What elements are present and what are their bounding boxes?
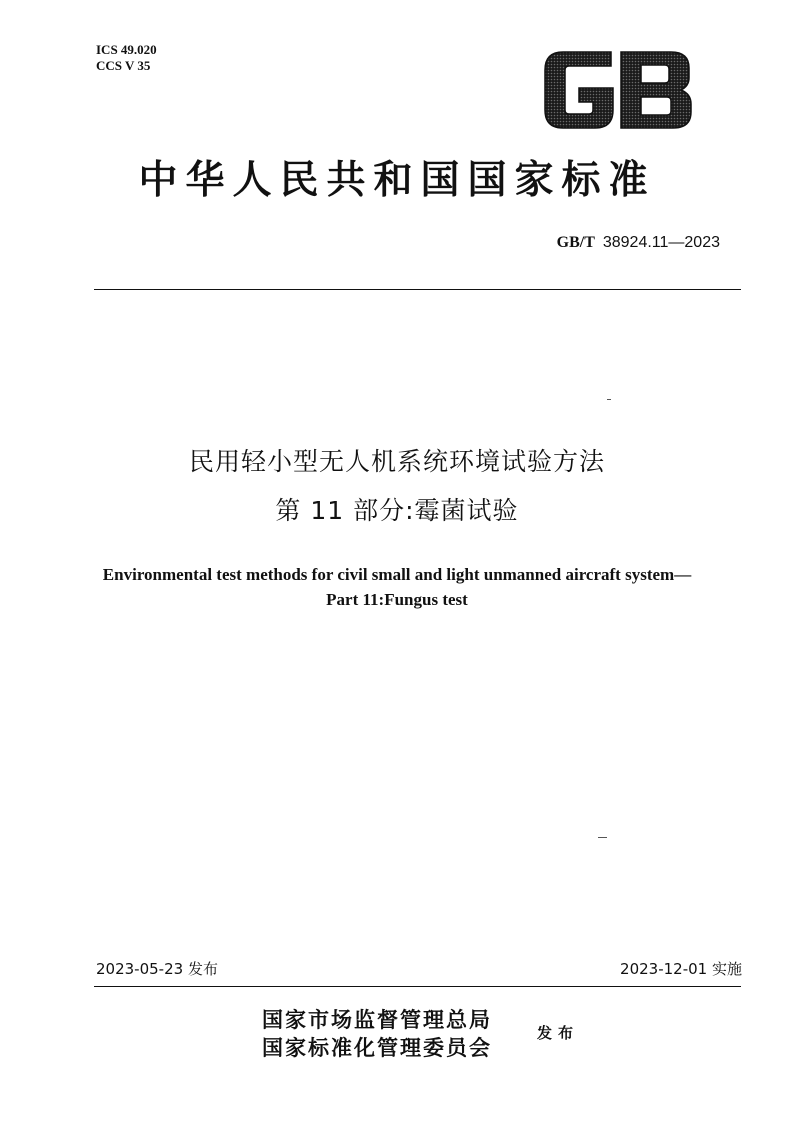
standard-name: 中华人民共和国国家标准 (138, 157, 656, 203)
chinese-title-line-2: 第 11 部分:霉菌试验 (275, 496, 519, 525)
standard-number-prefix: GB/T (556, 234, 595, 251)
standard-number (557, 234, 720, 252)
ics-code: ICS 49.020 (96, 42, 157, 57)
issue-date: 2023-05-23 发布 (96, 960, 218, 978)
english-title-line-1: Environmental test methods for civil small and light unmanned aircraft system— (102, 565, 692, 584)
scan-mark (607, 399, 611, 400)
implementation-date: 2023-12-01 实施 (620, 960, 742, 978)
gb-logo (541, 48, 695, 132)
english-title-line-2: Part 11:Fungus test (326, 590, 468, 609)
scan-mark (598, 837, 607, 838)
ccs-code: CCS V 35 (96, 58, 151, 73)
issuer-samr: 国家市场监督管理总局 (262, 1007, 492, 1032)
bottom-divider (94, 986, 741, 987)
issuer-sac: 国家标准化管理委员会 (262, 1035, 492, 1060)
standard-number-value: 38924.11—2023 (602, 234, 720, 251)
top-divider (94, 289, 741, 290)
issued-by-label: 发布 (537, 1024, 580, 1042)
chinese-title-line-1: 民用轻小型无人机系统环境试验方法 (188, 447, 605, 476)
